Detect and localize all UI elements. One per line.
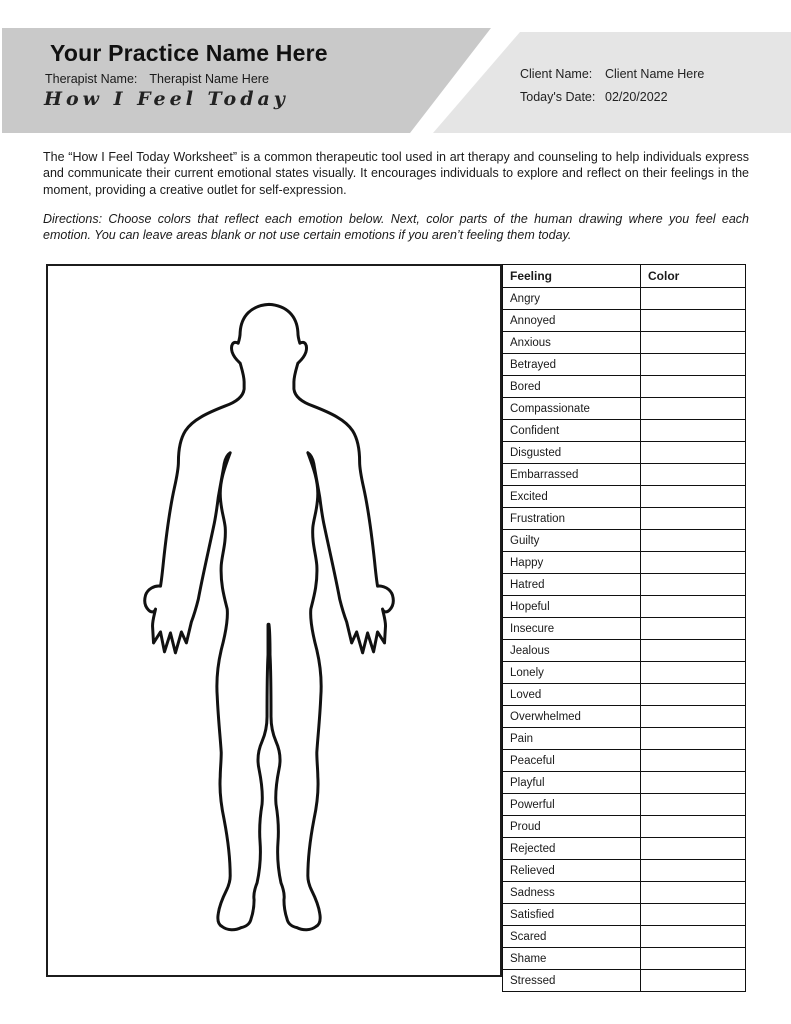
feeling-cell: Hopeful <box>503 596 641 618</box>
color-cell <box>641 860 746 882</box>
table-row <box>503 596 746 618</box>
feeling-cell: Satisfied <box>503 904 641 926</box>
table-row <box>503 376 746 398</box>
feeling-cell: Playful <box>503 772 641 794</box>
table-row <box>503 574 746 596</box>
feeling-cell: Relieved <box>503 860 641 882</box>
table-row <box>503 442 746 464</box>
therapist-value: Therapist Name Here <box>149 72 269 86</box>
feeling-cell: Bored <box>503 376 641 398</box>
color-cell <box>641 662 746 684</box>
client-name-label: Client Name: <box>520 67 593 81</box>
table-row <box>503 662 746 684</box>
color-cell <box>641 772 746 794</box>
table-row <box>503 332 746 354</box>
color-cell <box>641 882 746 904</box>
color-cell <box>641 640 746 662</box>
feeling-cell: Angry <box>503 288 641 310</box>
feeling-cell: Lonely <box>503 662 641 684</box>
color-cell <box>641 926 746 948</box>
color-cell <box>641 420 746 442</box>
table-row <box>503 816 746 838</box>
feeling-cell: Stressed <box>503 970 641 992</box>
therapist-line <box>45 72 269 86</box>
feeling-cell: Betrayed <box>503 354 641 376</box>
color-cell <box>641 508 746 530</box>
table-row <box>503 508 746 530</box>
table-row <box>503 354 746 376</box>
human-body-outline <box>48 266 500 975</box>
feeling-cell: Powerful <box>503 794 641 816</box>
color-cell <box>641 706 746 728</box>
feeling-cell: Jealous <box>503 640 641 662</box>
therapist-label: Therapist Name: <box>45 72 138 86</box>
feelings-table-body <box>503 288 746 992</box>
table-row <box>503 684 746 706</box>
intro-paragraph: The “How I Feel Today Worksheet” is a common therapeutic tool used in art therapy and counseling to help individuals express and communicate their current emotional states visually. It encourages individuals to explore and reflect on their feelings in the moment, providing a creative outlet for self-expression. <box>43 150 749 197</box>
color-cell <box>641 750 746 772</box>
todays-date-line <box>520 90 668 104</box>
color-cell <box>641 838 746 860</box>
feeling-cell: Overwhelmed <box>503 706 641 728</box>
feeling-cell: Excited <box>503 486 641 508</box>
table-row <box>503 552 746 574</box>
feeling-cell: Confident <box>503 420 641 442</box>
figure-box <box>46 264 502 977</box>
table-row <box>503 310 746 332</box>
directions-paragraph: Directions: Choose colors that reflect each emotion below. Next, color parts of the human drawing where you feel each emotion. You can leave areas blank or not use certain emotions if you aren’t feeling them today. <box>43 212 749 243</box>
feelings-table <box>502 264 746 992</box>
table-row <box>503 618 746 640</box>
color-cell <box>641 376 746 398</box>
table-row <box>503 420 746 442</box>
color-cell <box>641 442 746 464</box>
practice-name: Your Practice Name Here <box>50 40 328 66</box>
color-cell <box>641 552 746 574</box>
table-row <box>503 772 746 794</box>
feeling-cell: Anxious <box>503 332 641 354</box>
table-row <box>503 398 746 420</box>
worksheet-title: How I Feel Today <box>44 88 289 110</box>
color-cell <box>641 332 746 354</box>
color-column-header: Color <box>641 265 746 288</box>
color-cell <box>641 618 746 640</box>
feeling-cell: Disgusted <box>503 442 641 464</box>
table-row <box>503 838 746 860</box>
feeling-cell: Shame <box>503 948 641 970</box>
table-row <box>503 640 746 662</box>
feeling-cell: Peaceful <box>503 750 641 772</box>
feeling-cell: Pain <box>503 728 641 750</box>
color-cell <box>641 354 746 376</box>
todays-date-value: 02/20/2022 <box>605 90 668 104</box>
feeling-cell: Frustration <box>503 508 641 530</box>
table-header-row <box>503 265 746 288</box>
table-row <box>503 750 746 772</box>
table-row <box>503 530 746 552</box>
color-cell <box>641 728 746 750</box>
color-cell <box>641 948 746 970</box>
color-cell <box>641 970 746 992</box>
feeling-column-header: Feeling <box>503 265 641 288</box>
color-cell <box>641 684 746 706</box>
color-cell <box>641 288 746 310</box>
color-cell <box>641 904 746 926</box>
table-row <box>503 882 746 904</box>
table-row <box>503 464 746 486</box>
color-cell <box>641 816 746 838</box>
feeling-cell: Rejected <box>503 838 641 860</box>
table-row <box>503 860 746 882</box>
feeling-cell: Guilty <box>503 530 641 552</box>
color-cell <box>641 530 746 552</box>
feeling-cell: Sadness <box>503 882 641 904</box>
table-row <box>503 926 746 948</box>
color-cell <box>641 310 746 332</box>
header-right-band <box>433 32 791 133</box>
color-cell <box>641 398 746 420</box>
table-row <box>503 970 746 992</box>
feeling-cell: Loved <box>503 684 641 706</box>
color-cell <box>641 596 746 618</box>
feeling-cell: Hatred <box>503 574 641 596</box>
table-row <box>503 288 746 310</box>
feeling-cell: Happy <box>503 552 641 574</box>
feeling-cell: Proud <box>503 816 641 838</box>
table-row <box>503 706 746 728</box>
table-row <box>503 904 746 926</box>
feeling-cell: Scared <box>503 926 641 948</box>
color-cell <box>641 574 746 596</box>
feeling-cell: Embarrassed <box>503 464 641 486</box>
table-row <box>503 794 746 816</box>
feeling-cell: Insecure <box>503 618 641 640</box>
color-cell <box>641 794 746 816</box>
table-row <box>503 486 746 508</box>
feeling-cell: Compassionate <box>503 398 641 420</box>
client-name-line <box>520 67 704 81</box>
table-row <box>503 948 746 970</box>
table-row <box>503 728 746 750</box>
feeling-cell: Annoyed <box>503 310 641 332</box>
color-cell <box>641 486 746 508</box>
client-name-value: Client Name Here <box>605 67 705 81</box>
todays-date-label: Today's Date: <box>520 90 596 104</box>
color-cell <box>641 464 746 486</box>
